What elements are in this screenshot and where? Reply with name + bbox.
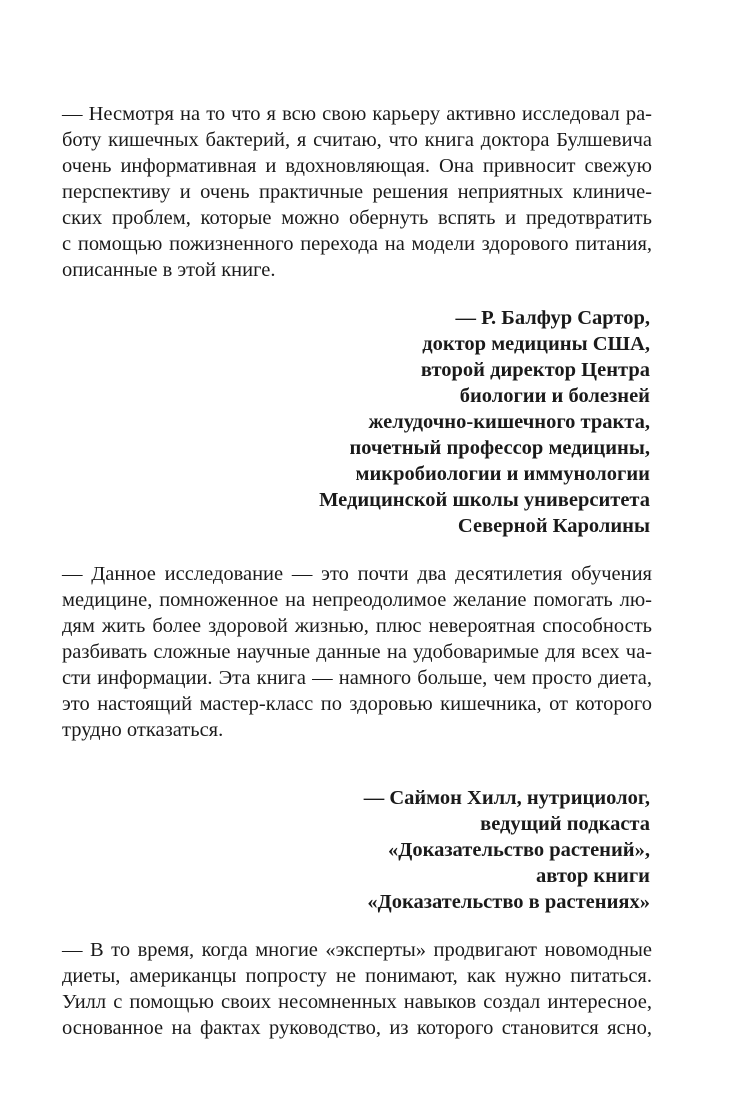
attribution-line: желудочно-кишечного тракта, bbox=[368, 411, 650, 433]
quote-2-line: — Данное исследование — это почти два десятилетия обучения bbox=[62, 563, 652, 585]
attribution-line: биологии и болезней bbox=[459, 385, 650, 407]
quote-2-line: сти информации. Эта книга — намного больше, чем просто диета, bbox=[62, 667, 652, 689]
quote-1-line: очень информативная и вдохновляющая. Она привносит свежую bbox=[62, 155, 652, 177]
quote-1-line: перспективу и очень практичные решения неприятных клиниче- bbox=[62, 181, 652, 203]
attribution-line: «Доказательство растений», bbox=[387, 839, 650, 861]
attribution-line: — Саймон Хилл, нутрициолог, bbox=[363, 787, 650, 809]
attribution-line: второй директор Центра bbox=[420, 359, 650, 381]
attribution-line: Медицинской школы университета bbox=[319, 489, 650, 511]
quote-3-line: диеты, американцы попросту не понимают, как нужно питаться. bbox=[62, 965, 652, 987]
attribution-line: микробиологии и иммунологии bbox=[355, 463, 650, 485]
quote-1-line: описанные в этой книге. bbox=[62, 259, 276, 281]
attribution-line: «Доказательство в растениях» bbox=[367, 891, 650, 913]
attribution-line: автор книги bbox=[536, 865, 650, 887]
attribution-line: — Р. Балфур Сартор, bbox=[455, 307, 650, 329]
quote-2-line: это настоящий мастер-класс по здоровью кишечника, от которого bbox=[62, 693, 652, 715]
quote-2-line: разбивать сложные научные данные на удобоваримые для всех ча- bbox=[62, 641, 652, 663]
quote-1-line: ских проблем, которые можно обернуть вспять и предотвратить bbox=[62, 207, 652, 229]
quote-2-line: медицине, помноженное на непреодолимое желание помогать лю- bbox=[62, 589, 652, 611]
attribution-line: доктор медицины США, bbox=[422, 333, 650, 355]
quote-3-line: основанное на фактах руководство, из которого становится ясно, bbox=[62, 1017, 652, 1039]
quote-3-line: — В то время, когда многие «эксперты» продвигают новомодные bbox=[62, 939, 652, 961]
quote-1-line: боту кишечных бактерий, я считаю, что книга доктора Булшевича bbox=[62, 129, 652, 151]
quote-1-line: с помощью пожизненного перехода на модели здорового питания, bbox=[62, 233, 652, 255]
quote-2-line: дям жить более здоровой жизнью, плюс невероятная способность bbox=[62, 615, 652, 637]
quote-2-line: трудно отказаться. bbox=[62, 719, 224, 741]
attribution-line: почетный профессор медицины, bbox=[349, 437, 650, 459]
quote-1-line: — Несмотря на то что я всю свою карьеру активно исследовал ра- bbox=[62, 103, 652, 125]
attribution-line: ведущий подкаста bbox=[480, 813, 650, 835]
quote-3-line: Уилл с помощью своих несомненных навыков создал интересное, bbox=[62, 991, 652, 1013]
attribution-line: Северной Каролины bbox=[457, 515, 650, 537]
